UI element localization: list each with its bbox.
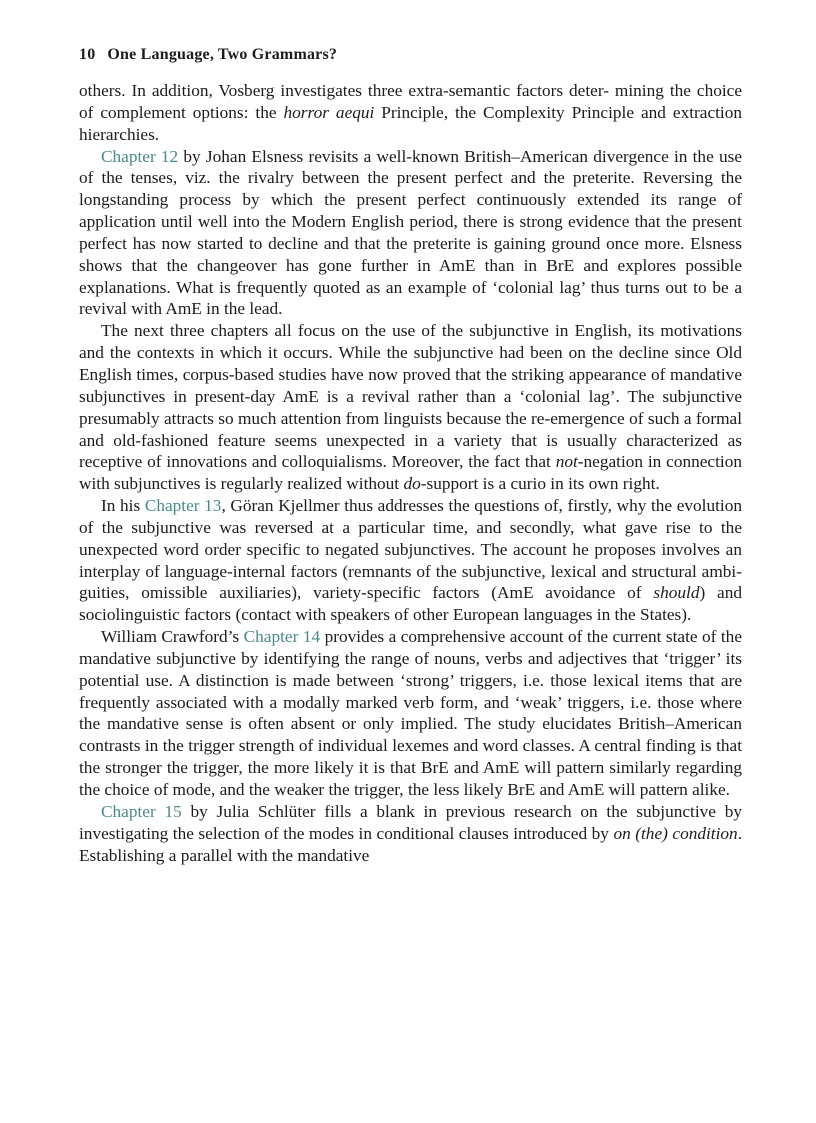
italic-term: on (the) condition bbox=[613, 823, 738, 843]
paragraph-chapter-12: Chapter 12 by Johan Elsness revisits a well-known British–American divergence in the use of the tenses, viz. the rivalry between the present perfect and the preterite. Reversing the longstanding process by which the present perfect continuously extended its range of application until well into the Modern English period, there is strong evidence that the present perfect has now started to decline and that the preterite is gaining ground once more. Elsness shows that the changeover has gone further in AmE than in BrE and explores possible explanations. What is frequently quoted as an example of ‘colonial lag’ thus turns out to be a revival with AmE in the lead. bbox=[79, 146, 742, 319]
paragraph-subjunctive-intro: The next three chapters all focus on the use of the subjunctive in English, its motivations and the contexts in which it occurs. While the subjunctive had been on the decline since Old English times, corpus-based studies have now proved that the striking appearance of mandative subjunctives in present-day AmE is a revival rather than a ‘colonial lag’. The subjunctive presumably attracts so much attention from linguists because the re-emergence of such a formal and old-fashioned feature seems unexpected in a variety that is usually characterized as receptive of innovations and colloquialisms. Moreover, the fact that not-negation in connection with subjunctives is regularly realized without do-support is a curio in its own right. bbox=[79, 321, 742, 494]
italic-term: do bbox=[403, 474, 421, 494]
paragraph-chapter-15: Chapter 15 by Julia Schlüter fills a blank in previous research on the subjunctive by investigating the selection of the modes in conditional clauses introduced by on (the) condition. Establishing a parallel with the mandative bbox=[79, 801, 743, 865]
running-title: One Language, Two Grammars? bbox=[107, 46, 338, 63]
chapter-13-link[interactable]: Chapter 13 bbox=[144, 496, 222, 516]
italic-term: should bbox=[653, 583, 700, 603]
paragraph-continuation: others. In addition, Vosberg investigates three extra-semantic factors deter- mining the choice of complement options: the horror aequi Principle, the Complexity Principle and extraction hierarchies. bbox=[79, 81, 742, 144]
italic-term: not bbox=[555, 452, 578, 472]
body-text bbox=[79, 80, 742, 866]
page-number: 10 bbox=[79, 46, 96, 63]
book-page bbox=[79, 44, 742, 866]
italic-term: horror aequi bbox=[283, 102, 375, 122]
running-head bbox=[79, 44, 742, 66]
paragraph-chapter-13: In his Chapter 13, Göran Kjellmer thus addresses the questions of, firstly, why the evolution of the subjunctive was reversed at a particular time, and secondly, what gave rise to the unexpected word order specific to negated subjunctives. The account he proposes involves an interplay of language-internal factors (remnants of the subjunctive, lexical and structural ambi- guities, omissible auxiliaries), variety-specific factors (AmE avoidance of should) and sociolinguistic factors (contact with speakers of other European languages in the States). bbox=[79, 496, 743, 625]
chapter-15-link[interactable]: Chapter 15 bbox=[101, 801, 182, 821]
paragraph-chapter-14: William Crawford’s Chapter 14 provides a comprehensive account of the current state of the mandative subjunctive by identifying the range of nouns, verbs and adjectives that ‘trigger’ its potential use. A distinction is made between ‘strong’ triggers, i.e. those lexical items that are frequently associated with a modally marked verb form, and ‘weak’ triggers, i.e. those where the mandative sense is often absent or only implied. The study elucidates British–American contrasts in the trigger strength of individual lexemes and word classes. A central finding is that the stronger the trigger, the more likely it is that BrE and AmE will pattern similarly regarding the choice of mode, and the weaker the trigger, the less likely BrE and AmE will pattern alike. bbox=[79, 627, 742, 799]
chapter-14-link[interactable]: Chapter 14 bbox=[243, 627, 321, 647]
chapter-12-link[interactable]: Chapter 12 bbox=[101, 146, 179, 166]
